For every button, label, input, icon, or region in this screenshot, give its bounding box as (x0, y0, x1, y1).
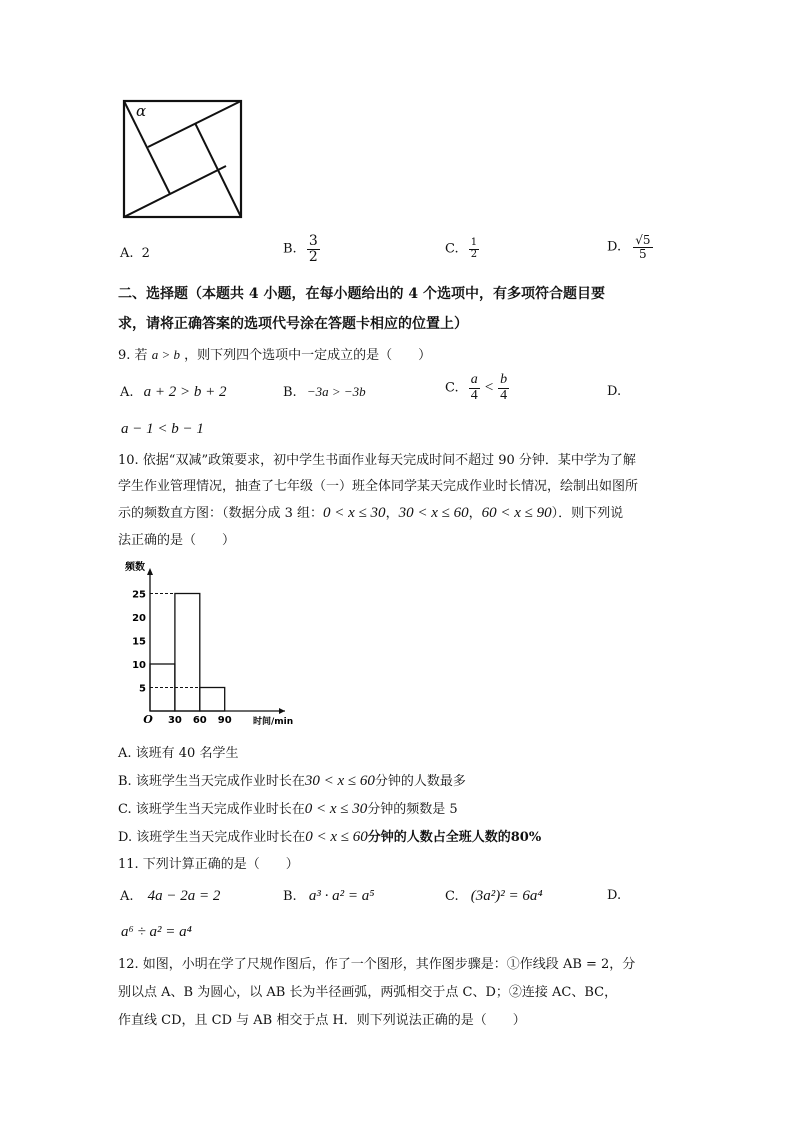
q10-line4: 法正确的是（ ） (118, 533, 236, 548)
origin-label: O (143, 713, 153, 726)
option-expression: −3a > −3b (306, 384, 366, 399)
fraction (469, 238, 479, 260)
q9-stem (118, 344, 431, 363)
fraction (633, 234, 652, 260)
q10-line3-pre: 示的频数直方图：（数据分成 3 组： (118, 506, 324, 521)
range-2: 30 < x ≤ 60 (398, 505, 469, 521)
option-text: B. 该班学生当天完成作业时长在 (118, 774, 305, 789)
numerator: b (500, 372, 508, 387)
fraction (469, 373, 480, 403)
separator: ， (468, 506, 482, 521)
q9-option-c[interactable] (445, 373, 509, 403)
denominator: 4 (500, 387, 508, 403)
option-expression: 0 < x ≤ 60 (305, 829, 368, 845)
range-3: 60 < x ≤ 90 (481, 505, 552, 521)
denominator: 2 (470, 248, 478, 260)
q9-condition: a > b (151, 347, 180, 362)
range-1: 0 < x ≤ 30 (323, 505, 386, 521)
q11-stem: 11. 下列计算正确的是（ ） (118, 857, 299, 872)
q11-option-c[interactable] (445, 888, 543, 905)
y-axis-label: 频数 (125, 562, 145, 573)
option-letter: B. (283, 385, 297, 400)
x-tick-60: 60 (192, 715, 207, 726)
q10-line1: 10. 依据“双减”政策要求，初中学生书面作业每天完成时间不超过 90 分钟．某中学为了解 (118, 453, 636, 468)
q9-option-b[interactable] (283, 384, 366, 400)
q10-line2: 学生作业管理情况，抽查了七年级（一）班全体同学某天完成作业时长情况，绘制出如图所 (118, 479, 639, 494)
numerator: a (470, 372, 478, 387)
denominator: 4 (470, 387, 478, 403)
q11-option-b[interactable] (283, 888, 374, 905)
numerator: 3 (308, 233, 318, 249)
option-text: C. 该班学生当天完成作业时长在 (118, 802, 305, 817)
q8-option-a[interactable] (120, 246, 150, 261)
option-letter: C. (445, 241, 459, 257)
q11-option-a[interactable] (120, 888, 220, 905)
q11-option-d-expression: a⁶ ÷ a² = a⁴ (121, 924, 192, 940)
q8-option-c[interactable] (445, 238, 479, 260)
operator: < (483, 379, 495, 396)
y-tick-10: 10 (132, 660, 146, 671)
option-letter: A. (120, 385, 134, 400)
option-expression: a + 2 > b + 2 (143, 384, 227, 400)
q12-line2: 别以点 A、B 为圆心，以 AB 长为半径画弧，两弧相交于点 C、D；②连接 AC、BC， (118, 985, 618, 1000)
square-figure (118, 96, 248, 222)
denominator: 5 (639, 246, 647, 261)
q8-option-d[interactable] (607, 234, 653, 260)
x-axis-arrow (279, 708, 285, 714)
option-text-post: 分钟的人数最多 (374, 774, 466, 789)
y-tick-15: 15 (132, 636, 146, 648)
q8-option-b[interactable] (283, 234, 320, 264)
option-letter: B. (283, 889, 297, 904)
q9-option-a[interactable] (120, 384, 227, 401)
option-expression: a³ · a² = a⁵ (308, 888, 375, 904)
q10-option-b[interactable] (118, 770, 466, 790)
y-tick-5: 5 (139, 683, 146, 695)
option-letter: C. (445, 889, 459, 904)
option-text: D. 该班学生当天完成作业时长在 (118, 830, 306, 845)
option-expression: (3a²)² = 6a⁴ (470, 888, 543, 904)
section-2-header-line1: 二、选择题（本题共 4 小题，在每小题给出的 4 个选项中，有多项符合题目要 (118, 286, 605, 302)
option-letter: A. (120, 246, 134, 261)
q11-option-d-letter[interactable]: D. (607, 888, 622, 903)
option-value: 2 (141, 246, 150, 261)
q9-stem-post: ，则下列四个选项中一定成立的是（ ） (184, 348, 432, 363)
q12-line3: 作直线 CD，且 CD 与 AB 相交于点 H．则下列说法正确的是（ ） (118, 1013, 526, 1028)
q10-line3 (118, 502, 623, 522)
option-text: A. 该班有 40 名学生 (118, 746, 239, 761)
option-letter: B. (283, 241, 297, 257)
separator: ， (385, 506, 399, 521)
frequency-histogram (115, 556, 300, 728)
x-tick-90: 90 (217, 715, 232, 726)
fraction (498, 373, 509, 403)
y-tick-20: 20 (132, 613, 146, 624)
q9-stem-pre: 9. 若 (118, 348, 148, 363)
q9-option-d-expression: a − 1 < b − 1 (121, 421, 204, 437)
numerator: √5 (635, 233, 651, 247)
q10-option-c[interactable] (118, 798, 458, 818)
x-axis-label: 时间/min (253, 717, 294, 727)
q10-line3-post: ）．则下列说 (551, 506, 624, 521)
q9-option-d-letter[interactable]: D. (607, 384, 622, 399)
option-expression: 4a − 2a = 2 (147, 888, 221, 904)
angle-label: α (136, 102, 147, 120)
option-text-post: 分钟的频数是 5 (367, 802, 458, 817)
histogram-bar-60-90 (200, 688, 225, 712)
option-text-post: 分钟的人数占全班人数的80% (367, 830, 542, 845)
q10-option-a[interactable] (118, 742, 238, 761)
fraction (307, 234, 320, 264)
section-2-header-line2: 求，请将正确答案的选项代号涂在答题卡相应的位置上） (118, 316, 468, 332)
histogram-bar-30-60 (175, 594, 200, 712)
option-expression: 0 < x ≤ 30 (304, 801, 368, 817)
option-expression: 30 < x ≤ 60 (304, 773, 375, 789)
x-tick-30: 30 (167, 715, 182, 726)
option-letter: A. (120, 889, 134, 904)
y-tick-25: 25 (132, 589, 146, 601)
q12-line1: 12. 如图，小明在学了尺规作图后，作了一个图形，其作图步骤是：①作线段 AB = 2，分 (118, 957, 636, 972)
option-letter: D. (607, 239, 622, 255)
q10-option-d[interactable] (118, 826, 541, 846)
numerator: 1 (470, 237, 478, 248)
y-axis-arrow (147, 568, 153, 575)
denominator: 2 (308, 248, 318, 265)
option-letter: C. (445, 380, 459, 396)
